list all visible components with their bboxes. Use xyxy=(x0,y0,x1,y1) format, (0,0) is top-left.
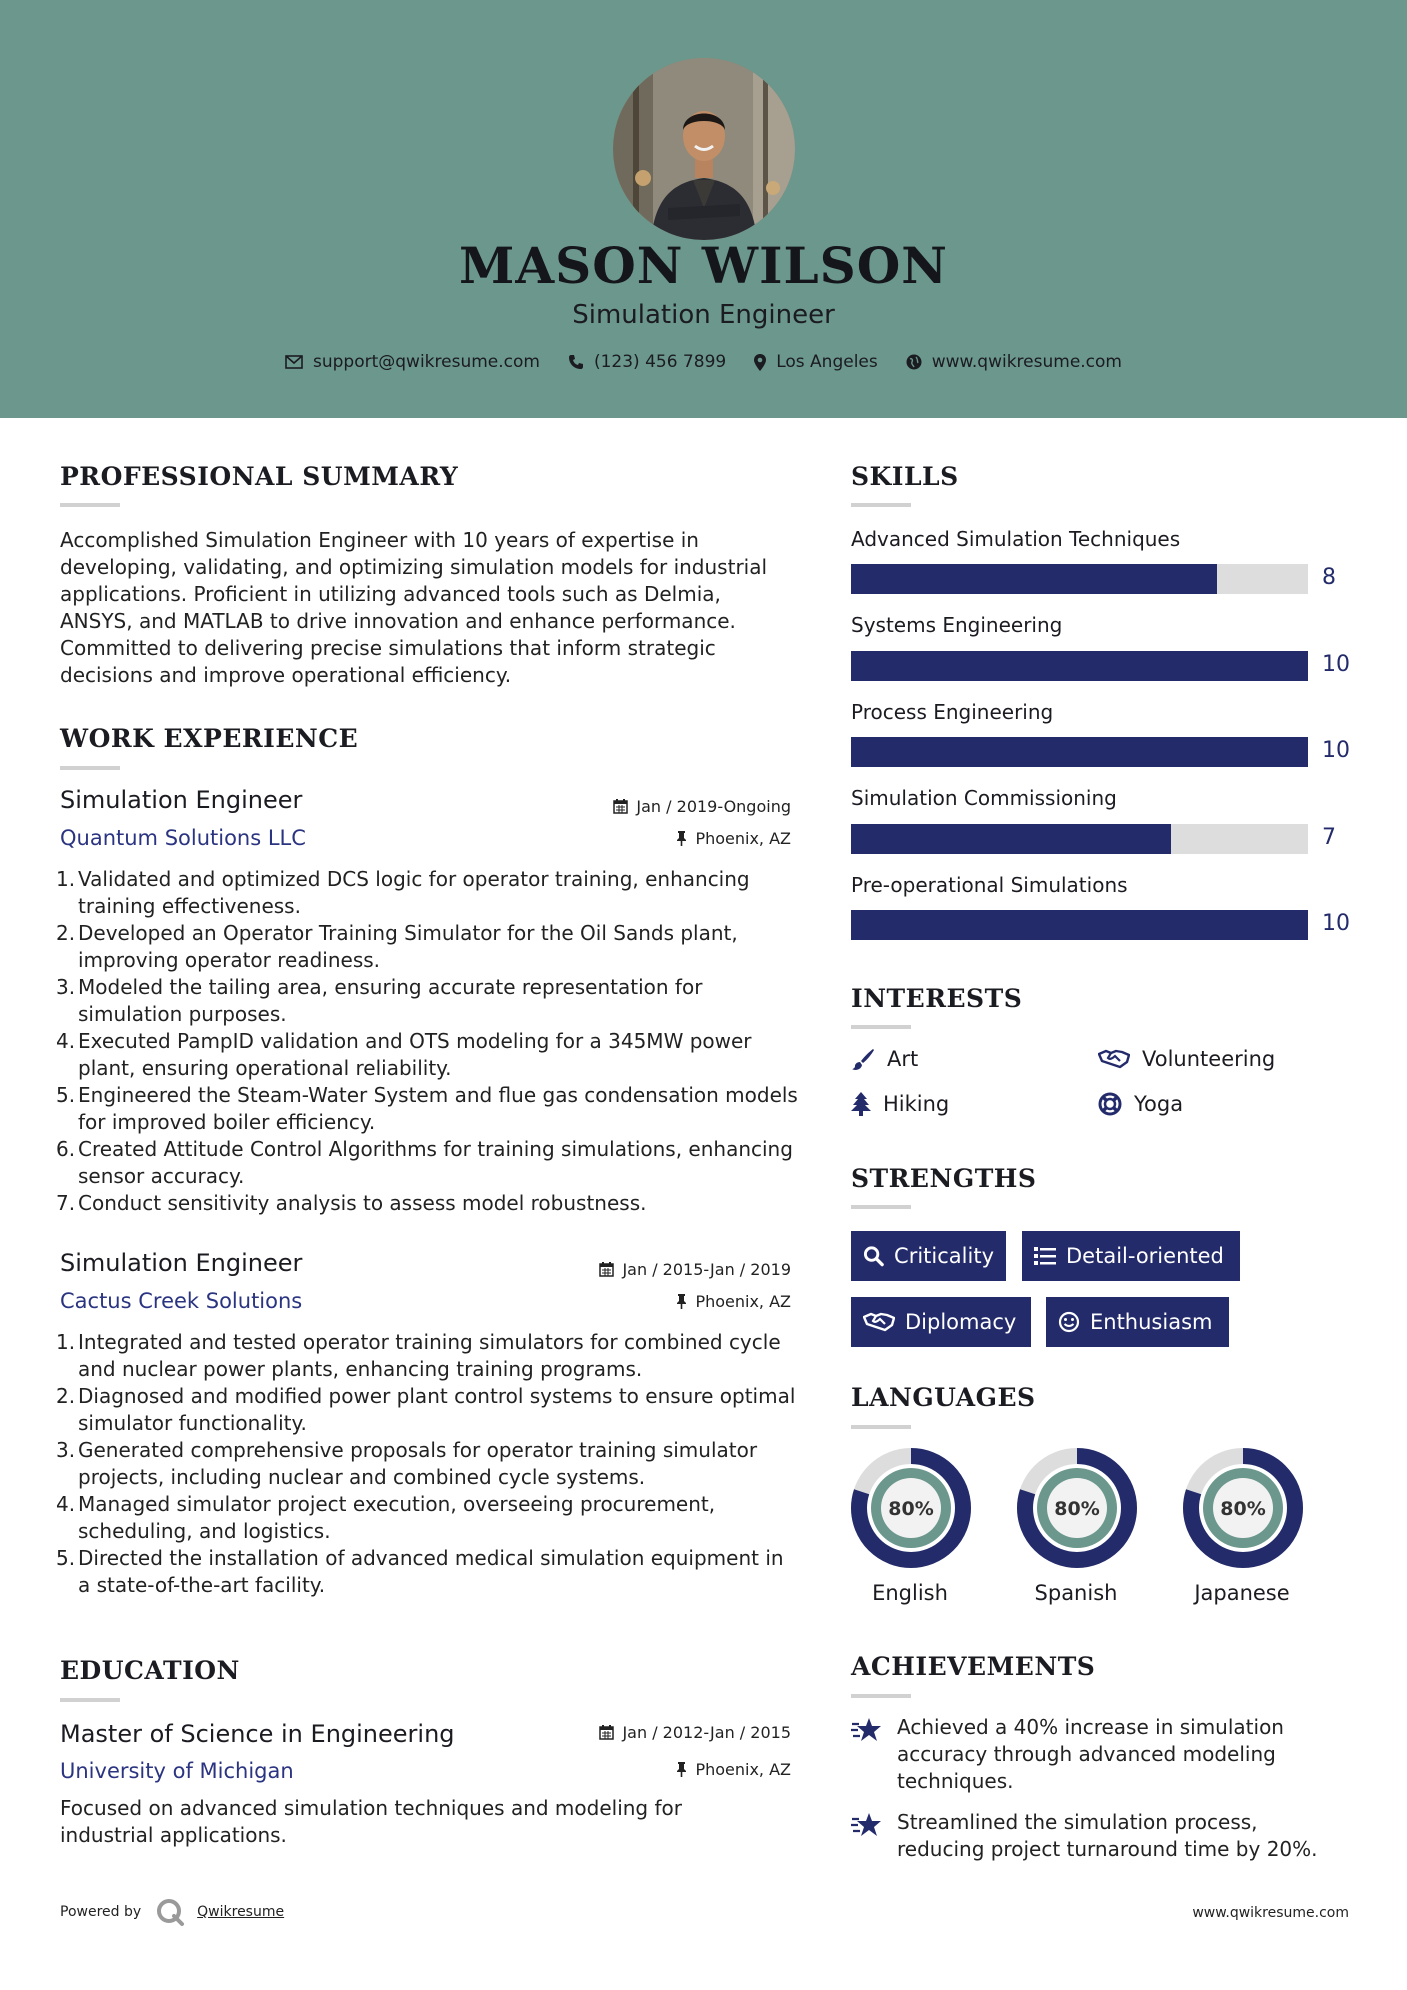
tree-icon xyxy=(851,1092,871,1116)
email-text: support@qwikresume.com xyxy=(313,352,540,372)
job-dates xyxy=(613,797,791,816)
candidate-name: MASON WILSON xyxy=(459,236,948,295)
qwikresume-link[interactable]: Qwikresume xyxy=(197,1904,285,1920)
powered-by-text: Powered by xyxy=(60,1904,142,1920)
strength-label: Enthusiasm xyxy=(1090,1310,1213,1334)
footer-website[interactable]: www.qwikresume.com xyxy=(1192,1905,1349,1921)
languages-underline xyxy=(851,1425,911,1429)
list-item: 2. Diagnosed and modified power plant control systems to ensure optimal simulator functionality. xyxy=(56,1384,796,1435)
interests-underline xyxy=(851,1025,911,1029)
skill-bar xyxy=(851,824,1308,854)
qwikresume-logo-icon xyxy=(155,1897,185,1927)
phone-icon xyxy=(568,354,584,370)
languages-heading: LANGUAGES xyxy=(851,1383,1036,1412)
language-gauge xyxy=(849,1446,973,1570)
skill-bar-fill xyxy=(851,564,1217,594)
skill-bar-fill xyxy=(851,651,1308,681)
interest-label: Art xyxy=(887,1047,919,1071)
list-item: 3. Modeled the tailing area, ensuring accurate representation for simulation purposes. xyxy=(56,975,703,1026)
list-item: 1. Integrated and tested operator training simulators for combined cycle and nuclear power plants, enhancing training programs. xyxy=(56,1330,781,1381)
summary-heading: PROFESSIONAL SUMMARY xyxy=(60,462,459,491)
interest-label: Yoga xyxy=(1134,1092,1184,1116)
education-heading: EDUCATION xyxy=(60,1656,240,1685)
job-dates-text: Jan / 2015-Jan / 2019 xyxy=(622,1260,791,1279)
achievement-text: Streamlined the simulation process, reducing project turnaround time by 20%. xyxy=(897,1810,1318,1861)
calendar-icon xyxy=(599,1262,614,1277)
paintbrush-icon xyxy=(851,1047,875,1071)
skill-bar xyxy=(851,737,1308,767)
list-item: 6. Created Attitude Control Algorithms for training simulations, enhancing sensor accuracy. xyxy=(56,1137,793,1188)
profile-photo xyxy=(613,58,795,240)
language-gauge xyxy=(1015,1446,1139,1570)
calendar-icon xyxy=(613,799,628,814)
lifering-icon xyxy=(1098,1092,1122,1116)
strengths-heading: STRENGTHS xyxy=(851,1164,1037,1193)
interest-item xyxy=(1098,1047,1275,1071)
language-label: Japanese xyxy=(1194,1581,1290,1605)
contact-phone[interactable] xyxy=(568,352,726,372)
pin-icon xyxy=(676,831,687,846)
website-text: www.qwikresume.com xyxy=(931,352,1122,372)
strength-badge xyxy=(1022,1231,1240,1281)
gauge-label: 80% xyxy=(888,1498,934,1520)
job-location xyxy=(676,829,791,848)
skill-value: 10 xyxy=(1322,911,1350,936)
gauge-label: 80% xyxy=(1220,1498,1266,1520)
interests-heading: INTERESTS xyxy=(851,984,1023,1013)
summary-underline xyxy=(60,503,120,507)
gauge-label: 80% xyxy=(1054,1498,1100,1520)
experience-underline xyxy=(60,766,120,770)
skill-bar xyxy=(851,651,1308,681)
interest-label: Hiking xyxy=(883,1092,950,1116)
pin-icon xyxy=(676,1294,687,1309)
pin-icon xyxy=(676,1762,687,1777)
resume-header xyxy=(0,0,1407,418)
strength-badge xyxy=(851,1231,1006,1281)
strength-badge xyxy=(851,1297,1031,1347)
contact-email[interactable] xyxy=(285,352,540,372)
skill-bar-fill xyxy=(851,910,1308,940)
school-name: University of Michigan xyxy=(60,1759,294,1783)
summary-text: Accomplished Simulation Engineer with 10 years of expertise in developing, validating, and optimizing simulation models for industrial applications. Proficient in utilizing advanced tools such as Delmia, ANSYS, and MATLAB to drive innovation and enhance performance. Committed to delivering precise simulations that inform strategic decisions and improve operational efficiency. xyxy=(60,528,768,687)
footer-branding xyxy=(60,1897,284,1927)
job-bullets xyxy=(56,866,800,1217)
skill-label: Pre-operational Simulations xyxy=(851,873,1128,897)
skill-label: Simulation Commissioning xyxy=(851,786,1117,810)
achievements-underline xyxy=(851,1694,911,1698)
job-title: Simulation Engineer xyxy=(60,786,303,814)
skill-label: Process Engineering xyxy=(851,700,1054,724)
strength-label: Diplomacy xyxy=(905,1310,1017,1334)
contact-bar xyxy=(0,352,1407,372)
job-dates xyxy=(599,1260,791,1279)
list-item: 5. Directed the installation of advanced medical simulation equipment in a state-of-the-art facility. xyxy=(56,1546,784,1597)
interest-item xyxy=(851,1092,949,1116)
education-location-text: Phoenix, AZ xyxy=(695,1760,791,1779)
contact-location xyxy=(754,352,878,372)
list-item: 4. Executed PampID validation and OTS modeling for a 345MW power plant, ensuring operational reliability. xyxy=(56,1029,752,1080)
location-text: Los Angeles xyxy=(776,352,878,372)
achievement-item xyxy=(851,1714,1351,1795)
skills-heading: SKILLS xyxy=(851,462,959,491)
skill-bar xyxy=(851,910,1308,940)
calendar-icon xyxy=(599,1725,614,1740)
job-title: Simulation Engineer xyxy=(60,1249,303,1277)
language-gauge xyxy=(1181,1446,1305,1570)
job-location-text: Phoenix, AZ xyxy=(695,829,791,848)
skill-value: 10 xyxy=(1322,652,1350,677)
candidate-title: Simulation Engineer xyxy=(572,300,835,330)
strength-label: Detail-oriented xyxy=(1066,1244,1224,1268)
skill-bar xyxy=(851,564,1308,594)
experience-heading: WORK EXPERIENCE xyxy=(60,724,359,753)
list-icon xyxy=(1034,1246,1056,1266)
list-item: 7. Conduct sensitivity analysis to assess model robustness. xyxy=(56,1191,647,1215)
handshake-icon xyxy=(863,1311,895,1333)
strength-label: Criticality xyxy=(894,1244,994,1268)
achievements-heading: ACHIEVEMENTS xyxy=(851,1652,1096,1681)
star-badge-icon xyxy=(851,1716,883,1744)
list-item: 3. Generated comprehensive proposals for operator training simulator projects, including nuclear and combined cycle systems. xyxy=(56,1438,758,1489)
company-name: Cactus Creek Solutions xyxy=(60,1289,303,1313)
interest-item xyxy=(851,1047,918,1071)
skill-label: Advanced Simulation Techniques xyxy=(851,527,1181,551)
skill-value: 7 xyxy=(1322,825,1336,850)
language-label: Spanish xyxy=(1034,1581,1118,1605)
handshake-icon xyxy=(1098,1048,1130,1070)
achievement-text: Achieved a 40% increase in simulation accuracy through advanced modeling techniques. xyxy=(897,1715,1284,1793)
interest-label: Volunteering xyxy=(1142,1047,1276,1071)
education-description: Focused on advanced simulation techniques and modeling for industrial applications. xyxy=(60,1796,682,1847)
interest-item xyxy=(1098,1092,1183,1116)
smile-icon xyxy=(1058,1311,1080,1333)
list-item: 1. Validated and optimized DCS logic for operator training, enhancing training effectiveness. xyxy=(56,867,750,918)
education-location xyxy=(676,1760,791,1779)
skills-underline xyxy=(851,503,911,507)
degree-title: Master of Science in Engineering xyxy=(60,1720,455,1748)
strength-badge xyxy=(1046,1297,1229,1347)
globe-icon xyxy=(906,354,922,370)
company-name: Quantum Solutions LLC xyxy=(60,826,306,850)
star-badge-icon xyxy=(851,1811,883,1839)
phone-text: (123) 456 7899 xyxy=(593,352,727,372)
list-item: 4. Managed simulator project execution, overseeing procurement, scheduling, and logistics. xyxy=(56,1492,716,1543)
job-location xyxy=(676,1292,791,1311)
language-label: English xyxy=(872,1581,948,1605)
search-icon xyxy=(863,1245,884,1267)
skill-label: Systems Engineering xyxy=(851,613,1063,637)
achievement-item xyxy=(851,1809,1351,1863)
envelope-icon xyxy=(285,355,303,369)
education-dates-text: Jan / 2012-Jan / 2015 xyxy=(622,1723,791,1742)
skill-bar-fill xyxy=(851,737,1308,767)
map-marker-icon xyxy=(754,354,766,371)
skill-value: 10 xyxy=(1322,738,1350,763)
job-dates-text: Jan / 2019-Ongoing xyxy=(636,797,791,816)
list-item: 5. Engineered the Steam-Water System and flue gas condensation models for improved boiler efficiency. xyxy=(56,1083,798,1134)
list-item: 2. Developed an Operator Training Simulator for the Oil Sands plant, improving operator readiness. xyxy=(56,921,738,972)
job-location-text: Phoenix, AZ xyxy=(695,1292,791,1311)
education-dates xyxy=(599,1723,791,1742)
skill-bar-fill xyxy=(851,824,1171,854)
job-bullets xyxy=(56,1329,800,1599)
contact-website[interactable] xyxy=(906,352,1122,372)
skill-value: 8 xyxy=(1322,565,1336,590)
strengths-underline xyxy=(851,1205,911,1209)
education-underline xyxy=(60,1698,120,1702)
